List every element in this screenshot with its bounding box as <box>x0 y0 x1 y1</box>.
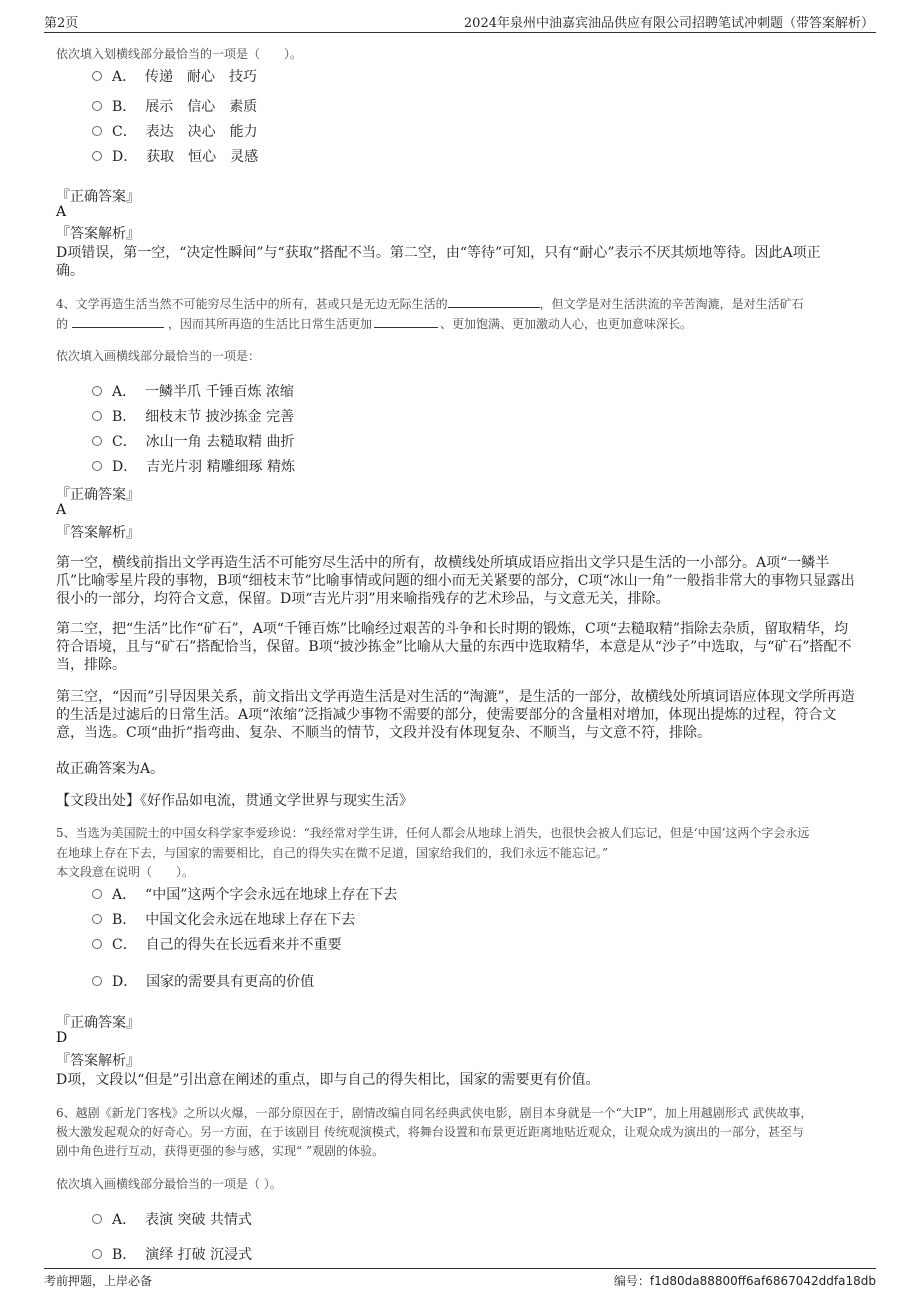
q4-prompt: 依次填入画横线部分最恰当的一项是： <box>56 349 261 363</box>
radio-icon[interactable] <box>92 939 102 949</box>
option-letter: D． <box>112 459 138 475</box>
option-text: 一鳞半爪 千锤百炼 浓缩 <box>145 384 294 400</box>
q5-prompt: 本文段意在说明（ ）。 <box>56 865 195 879</box>
q6-prompt: 依次填入画横线部分最恰当的一项是（ ）。 <box>56 1177 282 1191</box>
q3-answer-label: 『正确答案』 <box>56 189 140 205</box>
option-text: “中国”这两个字会永远在地球上存在下去 <box>145 887 398 903</box>
footer-serial: 编号：f1d80da88800ff6af6867042ddfa18db <box>613 1274 876 1288</box>
option-text: 自己的得失在长远看来并不重要 <box>145 937 342 953</box>
radio-icon[interactable] <box>92 889 102 899</box>
q4-option-a[interactable] <box>92 381 294 401</box>
q6-stem-line3: 剧中角色进行互动，获得更强的参与感，实现“ ”观剧的体验。 <box>56 1144 385 1158</box>
radio-icon[interactable] <box>92 914 102 924</box>
q4-analysis-para2: 第二空，把“生活”比作“矿石”，A项“千锤百炼”比喻经过艰苦的斗争和长时期的锻炼，C项“去糙取精”指除去杂质，留取精华，均符合语境，且与“矿石”搭配恰当，保留。B项“披沙拣金”比喻从大量的东西中选取精华，本意是从“沙子”中选取，与“矿石”搭配不当，排除。 <box>56 621 852 673</box>
footer-slogan: 考前押题，上岸必备 <box>44 1274 153 1288</box>
q3-option-d[interactable] <box>92 146 258 166</box>
blank-line <box>72 317 164 328</box>
radio-icon[interactable] <box>92 976 102 986</box>
option-text: 演绎 打破 沉浸式 <box>145 1247 253 1263</box>
q4-stem-part: ，因而其所再造的生活比日常生活更加 <box>168 317 373 331</box>
blank-line <box>374 317 438 328</box>
q4-analysis-para1: 第一空，横线前指出文学再造生活不可能穷尽生活中的所有，故横线处所填成语应指出文学只是生活的一小部分。A项“一鳞半爪”比喻零星片段的事物，B项“细枝末节”比喻事情或问题的细小而无关紧要的部分，C项“冰山一角”一般指非常大的事物只显露出很小的一部分，均符合文意，保留。D项“吉光片羽”用来喻指残存的艺术珍品，与文意无关，排除。 <box>56 555 855 607</box>
q4-analysis-label: 『答案解析』 <box>56 525 140 541</box>
radio-icon[interactable] <box>92 71 102 81</box>
option-letter: C． <box>112 124 137 140</box>
option-text: 传递 耐心 技巧 <box>145 69 258 85</box>
option-text: 细枝末节 披沙拣金 完善 <box>145 409 295 425</box>
option-letter: A． <box>112 69 137 85</box>
option-text: 吉光片羽 精雕细琢 精炼 <box>146 459 296 475</box>
option-text: 表演 突破 共情式 <box>145 1212 252 1228</box>
option-letter: A． <box>112 1212 137 1228</box>
radio-icon[interactable] <box>92 411 102 421</box>
q5-answer-label: 『正确答案』 <box>56 1015 140 1031</box>
q5-option-d[interactable] <box>92 971 314 991</box>
option-letter: C． <box>112 937 137 953</box>
option-letter: A． <box>112 887 137 903</box>
q5-analysis-line1: D项，文段以“但是”引出意在阐述的重点，即与自己的得失相比，国家的需要更有价值。 <box>56 1072 600 1088</box>
radio-icon[interactable] <box>92 1214 102 1224</box>
q6-stem-line1: 6、越剧《新龙门客栈》之所以火爆，一部分原因在于，剧情改编自同名经典武侠电影，剧目本身就是一个“大IP”，加上用越剧形式 武侠故事， <box>56 1106 813 1120</box>
option-letter: D． <box>112 974 138 990</box>
option-letter: B． <box>112 912 137 928</box>
option-text: 展示 信心 素质 <box>145 99 258 115</box>
radio-icon[interactable] <box>92 436 102 446</box>
q6-stem-line2: 极大激发起观众的好奇心。另一方面，在于该剧目 传统观演模式，将舞台设置和布景更近距离地贴近观众，让观众成为演出的一部分，甚至与 <box>56 1125 804 1139</box>
option-text: 中国文化会永远在地球上存在下去 <box>145 912 356 928</box>
q4-stem-part: 、更加饱满、更加激动人心，也更加意味深长。 <box>440 317 693 331</box>
option-letter: B． <box>112 99 137 115</box>
q3-analysis-label: 『答案解析』 <box>56 226 140 242</box>
radio-icon[interactable] <box>92 101 102 111</box>
option-letter: C． <box>112 434 137 450</box>
q4-option-c[interactable] <box>92 431 295 451</box>
q5-option-a[interactable] <box>92 884 397 904</box>
q5-option-c[interactable] <box>92 934 342 954</box>
header-rule <box>44 32 876 33</box>
q3-analysis-line2: 确。 <box>56 263 84 279</box>
q4-stem-part: 的 <box>56 317 69 331</box>
option-text: 表达 决心 能力 <box>145 124 258 140</box>
q3-analysis-line1: D项错误，第一空，“决定性瞬间”与“获取”搭配不当。第二空，由“等待”可知，只有“耐心”表示不厌其烦地等待。因此A项正 <box>56 245 821 261</box>
option-letter: A． <box>112 384 137 400</box>
radio-icon[interactable] <box>92 386 102 396</box>
q5-answer: D <box>56 1030 68 1046</box>
radio-icon[interactable] <box>92 461 102 471</box>
q3-option-a[interactable] <box>92 66 257 86</box>
q4-stem-line2 <box>56 315 692 332</box>
q4-stem-part: ，但文学是对生活洪流的辛苦淘漉，是对生活矿石 <box>539 297 804 311</box>
q4-option-b[interactable] <box>92 406 294 426</box>
page-number: 第2页 <box>44 16 79 31</box>
option-letter: D． <box>112 149 138 165</box>
q4-option-d[interactable] <box>92 456 295 476</box>
q4-conclusion: 故正确答案为A。 <box>56 761 165 777</box>
q3-prompt: 依次填入划横线部分最恰当的一项是（ ）。 <box>56 47 303 61</box>
q5-stem-line1: 5、当选为美国院士的中国女科学家李爱珍说：“我经常对学生讲，任何人都会从地球上消失，也很快会被人们忘记，但是‘中国’这两个字会永远 <box>56 826 810 840</box>
radio-icon[interactable] <box>92 151 102 161</box>
option-letter: B． <box>112 1247 137 1263</box>
q4-answer: A <box>56 502 67 518</box>
q3-option-b[interactable] <box>92 96 257 116</box>
blank-line <box>448 297 540 308</box>
q5-analysis-label: 『答案解析』 <box>56 1053 140 1069</box>
q4-stem-part: 4、文学再造生活当然不可能穷尽生活中的所有，甚或只是无边无际生活的 <box>56 297 448 311</box>
q3-option-c[interactable] <box>92 121 258 141</box>
q5-option-b[interactable] <box>92 909 355 929</box>
q4-analysis-para3: 第三空，“因而”引导因果关系，前文指出文学再造生活是对生活的“淘漉”，是生活的一部分，故横线处所填词语应体现文学所再造的生活是过滤后的日常生活。A项“浓缩”泛指减少事物不需要的部分，使需要部分的含量相对增加，体现出提炼的过程，符合文意，当选。C项“曲折”指弯曲、复杂、不顺当的情节，文段并没有体现复杂、不顺当，与文意不符，排除。 <box>56 689 855 741</box>
q4-stem-line1 <box>56 295 804 312</box>
option-text: 冰山一角 去糙取精 曲折 <box>145 434 295 450</box>
q6-option-a[interactable] <box>92 1209 252 1229</box>
radio-icon[interactable] <box>92 1249 102 1259</box>
q4-answer-label: 『正确答案』 <box>56 487 140 503</box>
radio-icon[interactable] <box>92 126 102 136</box>
q4-source: 【文段出处】《好作品如电流，贯通文学世界与现实生活》 <box>56 793 413 809</box>
option-text: 获取 恒心 灵感 <box>146 149 259 165</box>
option-text: 国家的需要具有更高的价值 <box>146 974 315 990</box>
q6-option-b[interactable] <box>92 1244 252 1264</box>
footer-rule <box>44 1268 876 1269</box>
option-letter: B． <box>112 409 137 425</box>
document-title: 2024年泉州中油嘉宾油品供应有限公司招聘笔试冲刺题（带答案解析） <box>463 16 874 31</box>
q3-answer: A <box>56 204 67 220</box>
q5-stem-line2: 在地球上存在下去，与国家的需要相比，自己的得失实在微不足道，国家给我们的，我们永远不能忘记。” <box>56 846 609 860</box>
